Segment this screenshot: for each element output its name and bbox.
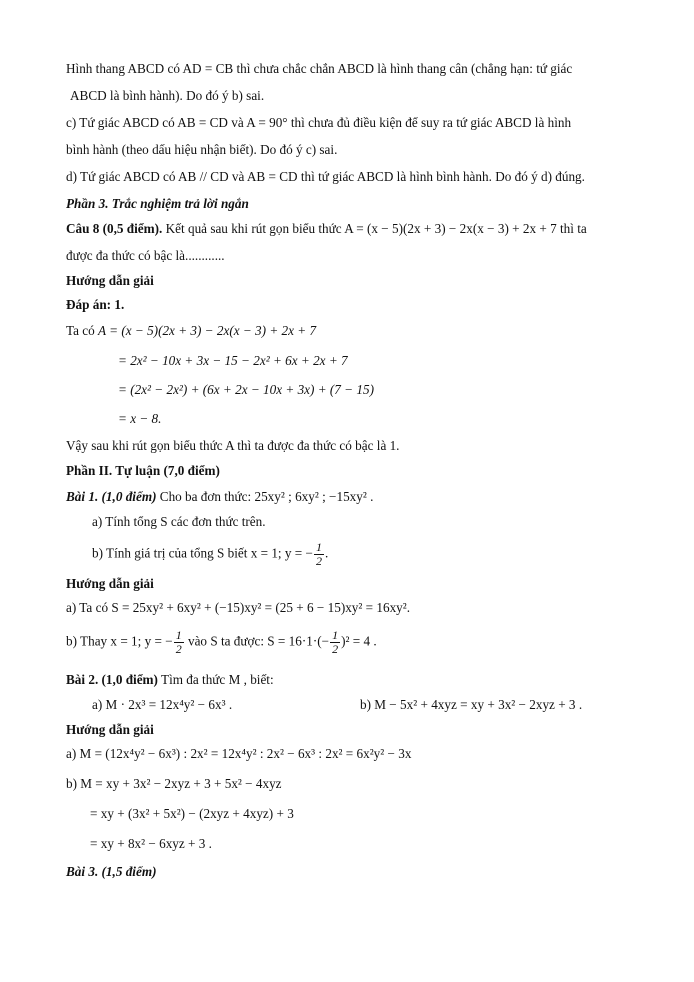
exercise-heading: Bài 3. (1,5 điểm)	[66, 864, 157, 879]
text-line: Vậy sau khi rút gọn biểu thức A thì ta được đa thức có bậc là 1.	[66, 438, 400, 453]
text-fragment: )² = 4 .	[341, 633, 377, 649]
text-line	[66, 541, 628, 575]
question-text: Kết quả sau khi rút gọn biểu thức A = (x − 5)(2x + 3) − 2x(x − 3) + 2x + 7 thì ta	[162, 221, 587, 236]
fraction-denominator: 2	[175, 642, 182, 657]
section-heading: Phần 3. Trắc nghiệm trả lời ngắn	[66, 196, 249, 211]
text-line: a) Tính tổng S các đơn thức trên.	[92, 514, 266, 529]
fraction-numerator: 1	[175, 628, 182, 642]
text-fragment: .	[324, 545, 329, 561]
fraction-denominator: 2	[315, 554, 322, 569]
math-line: = (2x² − 2x²) + (6x + 2x − 10x + 3x) + (7 − 15)	[118, 382, 374, 397]
text-line: Hình thang ABCD có AD = CB thì chưa chắc chắn ABCD là hình thang cân (chẳng hạn: tứ giác	[66, 61, 573, 76]
question-label: Câu 8 (0,5 điểm).	[66, 221, 163, 236]
math-line: = 2x² − 10x + 3x − 15 − 2x² + 6x + 2x + 7	[118, 353, 348, 368]
solution-heading: Hướng dẫn giải	[66, 722, 154, 737]
text-line: c) Tứ giác ABCD có AB = CD và A = 90° thì chưa đủ điều kiện để suy ra tứ giác ABCD là hình	[66, 115, 572, 130]
answer-line: Đáp án: 1.	[66, 297, 125, 312]
math-line	[66, 629, 628, 671]
text-line: được đa thức có bậc là............	[66, 248, 225, 263]
math-line: = xy + (3x² + 5x²) − (2xyz + 4xyz) + 3	[90, 806, 294, 821]
text-fragment: b) Tính giá trị của tổng S biết x = 1; y = −	[92, 545, 313, 561]
two-column-line	[66, 696, 628, 721]
math-line: a) M = (12x⁴y² − 6x³) : 2x² = 12x⁴y² : 2x² − 6x³ : 2x² = 6x²y² − 3x	[66, 746, 412, 761]
fraction-numerator: 1	[332, 628, 339, 642]
column-a: a) M · 2x³ = 12x⁴y² − 6x³ .	[92, 697, 233, 712]
exercise-text: Cho ba đơn thức: 25xy² ; 6xy² ; −15xy² .	[156, 489, 374, 504]
text-line: d) Tứ giác ABCD có AB // CD và AB = CD thì tứ giác ABCD là hình bình hành. Do đó ý d) đúng.	[66, 169, 585, 184]
fraction	[174, 629, 184, 656]
exercise-line	[66, 671, 628, 696]
text-fragment: b) Thay x = 1; y = −	[66, 633, 173, 649]
text-line: ABCD là bình hành). Do đó ý b) sai.	[70, 88, 265, 103]
fraction-denominator: 2	[332, 642, 339, 657]
fraction-numerator: 1	[315, 540, 322, 554]
exercise-label: Bài 2. (1,0 điểm)	[66, 672, 158, 687]
exercise-line	[66, 488, 628, 513]
solution-heading: Hướng dẫn giải	[66, 576, 154, 591]
text-fragment: vào S ta được: S = 16·1·(−	[184, 633, 330, 649]
fraction	[314, 541, 324, 568]
math-line	[66, 322, 628, 352]
fraction	[330, 629, 340, 656]
math-prefix: Ta có	[66, 323, 99, 338]
column-b: b) M − 5x² + 4xyz = xy + 3x² − 2xyz + 3 .	[360, 697, 583, 712]
text-line: bình hành (theo dấu hiệu nhận biết). Do đó ý c) sai.	[66, 142, 338, 157]
exercise-label: Bài 1. (1,0 điểm)	[66, 489, 157, 504]
math-line: a) Ta có S = 25xy² + 6xy² + (−15)xy² = (25 + 6 − 15)xy² = 16xy².	[66, 600, 411, 615]
math-line: = xy + 8x² − 6xyz + 3 .	[90, 836, 212, 851]
exercise-text: Tìm đa thức M , biết:	[157, 672, 274, 687]
solution-heading: Hướng dẫn giải	[66, 273, 154, 288]
math-line: = x − 8.	[118, 411, 162, 426]
question-line	[66, 220, 628, 247]
math-line: b) M = xy + 3x² − 2xyz + 3 + 5x² − 4xyz	[66, 776, 282, 791]
section-heading: Phần II. Tự luận (7,0 điểm)	[66, 463, 220, 478]
math-expression: A = (x − 5)(2x + 3) − 2x(x − 3) + 2x + 7	[98, 323, 317, 338]
